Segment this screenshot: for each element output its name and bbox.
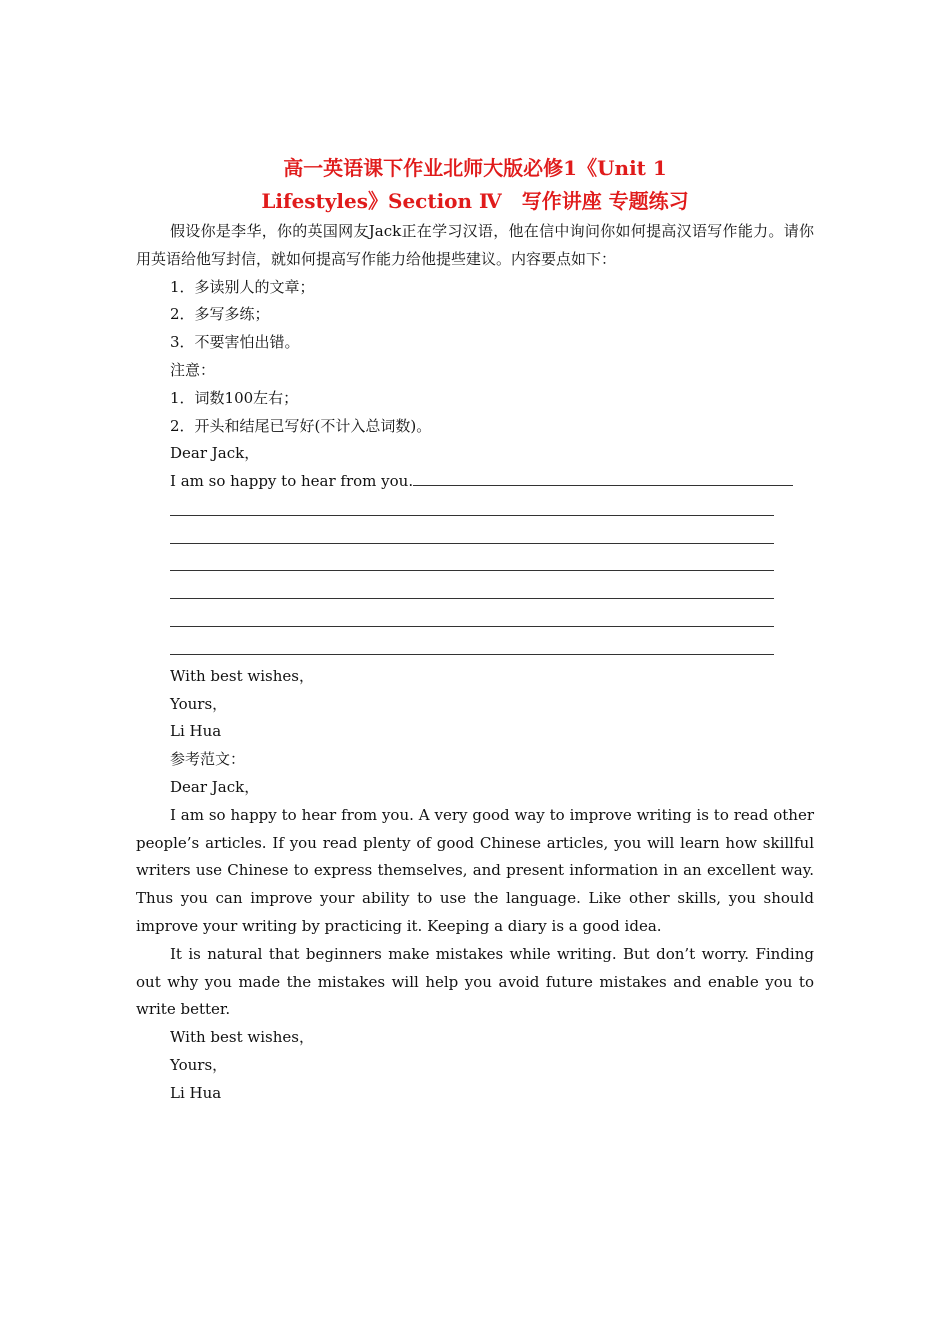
title-line-2: Lifestyles》Section Ⅳ 写作讲座 专题练习 <box>261 189 689 213</box>
reference-signature: Li Hua <box>170 1083 222 1102</box>
template-signature: Li Hua <box>170 722 222 741</box>
title-line-1: 高一英语课下作业北师大版必修1《Unit 1 <box>283 156 667 180</box>
note-1: 1．词数100左右； <box>170 388 299 407</box>
template-opening-line <box>136 468 814 496</box>
answer-blank-inline[interactable] <box>413 471 793 486</box>
template-yours: Yours， <box>170 694 228 713</box>
answer-line[interactable] <box>170 524 774 552</box>
template-opening: I am so happy to hear from you. <box>170 472 414 491</box>
reference-paragraph-2: It is natural that beginners make mistakes while writing. But don’t worry. Finding out why you made the mistakes will help you avoid future mistakes and enable you to write better. <box>136 944 814 1019</box>
reference-paragraph-1: I am so happy to hear from you. A very good way to improve writing is to read other people’s articles. If you read plenty of good Chinese articles, you will learn how skillful writers use Chinese to express themselves, and present information in an excellent way. Thus you can improve your ability to use the language. Like other skills, you should improve your writing by practicing it. Keeping a diary is a good idea. <box>136 805 814 935</box>
answer-line[interactable] <box>170 552 774 580</box>
task-point-2: 2．多写多练； <box>170 305 270 324</box>
task-point-1: 1．多读别人的文章； <box>170 277 315 296</box>
task-point-3: 3．不要害怕出错。 <box>170 333 300 352</box>
reference-closing: With best wishes， <box>170 1028 314 1047</box>
template-closing: With best wishes， <box>170 666 314 685</box>
reference-heading: 参考范文： <box>170 750 246 769</box>
document-page <box>136 152 814 1108</box>
reference-yours: Yours， <box>170 1055 228 1074</box>
document-title <box>136 152 814 218</box>
notes-heading: 注意： <box>170 360 216 379</box>
answer-line[interactable] <box>170 496 774 524</box>
reference-greeting: Dear Jack， <box>170 777 260 796</box>
answer-line[interactable] <box>170 635 774 663</box>
answer-line[interactable] <box>170 579 774 607</box>
answer-line[interactable] <box>170 607 774 635</box>
template-greeting: Dear Jack， <box>170 444 260 463</box>
task-intro: 假设你是李华，你的英国网友Jack正在学习汉语，他在信中询问你如何提高汉语写作能力。请你用英语给他写封信，就如何提高写作能力给他提些建议。内容要点如下： <box>136 222 814 268</box>
note-2: 2．开头和结尾已写好(不计入总词数)。 <box>170 416 432 435</box>
